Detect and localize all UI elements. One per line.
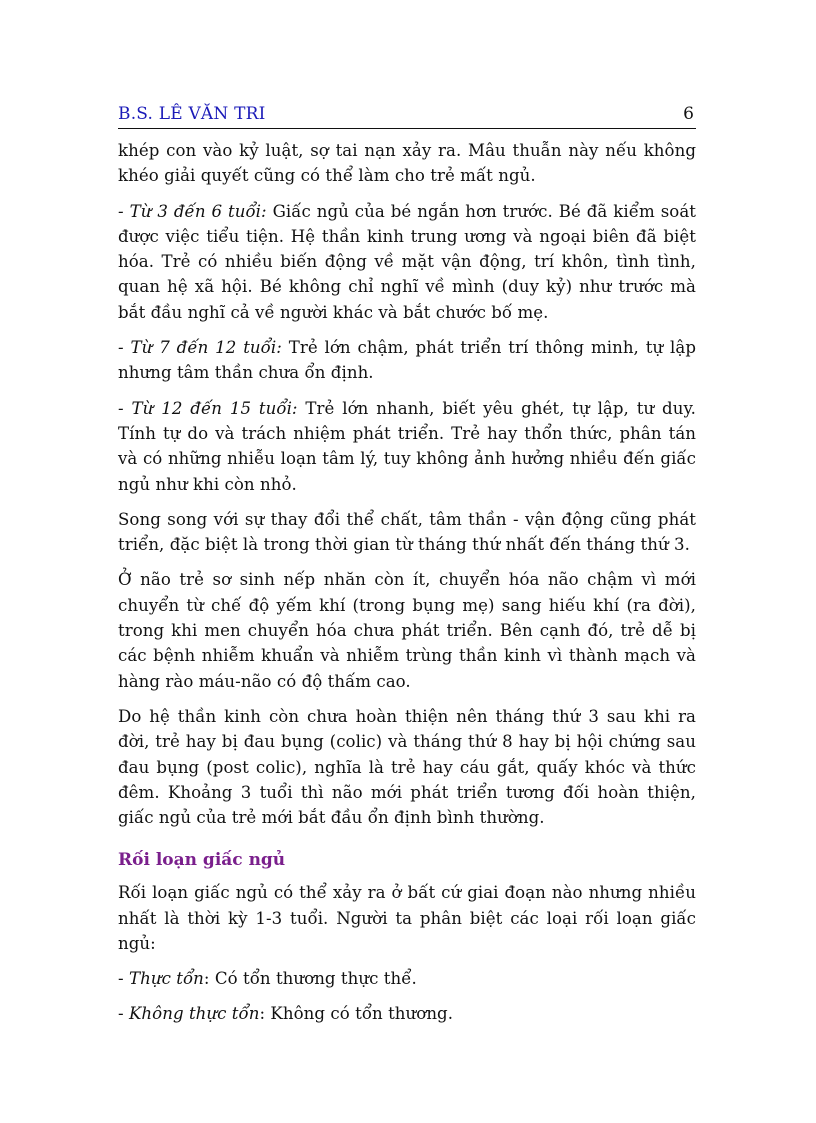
paragraph-continuation — [118, 138, 696, 189]
term-organic: Thực tổn — [128, 969, 204, 989]
page-number: 6 — [683, 104, 694, 124]
page-header — [118, 102, 696, 129]
paragraph-text: Rối loạn giấc ngủ có thể xảy ra ở bất cứ giai đoạn nào nhưng nhiều nhất là thời kỳ 1-3 tuổi. Người ta phân biệt các loại rối loạn giấc ngủ: — [118, 883, 696, 954]
paragraph-text: Song song với sự thay đổi thể chất, tâm thần - vận động cũng phát triển, đặc biệt là trong thời gian từ tháng thứ nhất đến tháng thứ 3. — [118, 509, 696, 555]
term-definition: : Không có tổn thương. — [259, 1003, 454, 1023]
paragraph-text: Giấc ngủ của bé ngắn hơn trước. Bé đã kiểm soát được việc tiểu tiện. Hệ thần kinh trung ương và ngoại biên đã biệt hóa. Trẻ có nhiều biến động về mặt vận động, trí khôn, tình tình, quan hệ xã hội. Bé không chỉ nghĩ về mình (duy kỷ) như trước mà bắt đầu nghĩ cả về người khác và bắt chước bố mẹ. — [118, 201, 696, 322]
paragraph-text: Do hệ thần kinh còn chưa hoàn thiện nên tháng thứ 3 sau khi ra đời, trẻ hay bị đau bụng (colic) và tháng thứ 8 hay bị hội chứng sau đau bụng (post colic), nghĩa là trẻ hay cáu gắt, quấy khóc và thức đêm. Khoảng 3 tuổi thì não mới phát triển tương đối hoàn thiện, giấc ngủ của trẻ mới bắt đầu ổn định bình thường. — [118, 706, 696, 828]
paragraph-age-3-6 — [118, 199, 696, 325]
list-dash: - — [118, 969, 129, 989]
paragraph-newborn-brain — [118, 567, 696, 693]
list-item-non-organic — [118, 1001, 696, 1026]
paragraph-text: Trẻ lớn nhanh, biết yêu ghét, tự lập, tư duy. Tính tự do và trách nhiệm phát triển. Trẻ hay thổn thức, phân tán và có những nhiễu loạn tâm lý, tuy không ảnh hưởng nhiều đến giấc ngủ như khi còn nhỏ. — [118, 398, 696, 494]
age-label-3-6: - Từ 3 đến 6 tuổi: — [118, 201, 267, 221]
term-non-organic: Không thực tổn — [128, 1003, 260, 1023]
paragraph-text: Ở não trẻ sơ sinh nếp nhăn còn ít, chuyển hóa não chậm vì mới chuyển từ chế độ yếm khí (trong bụng mẹ) sang hiếu khí (ra đời), trong khi men chuyển hóa chưa phát triển. Bên cạnh đó, trẻ dễ bị các bệnh nhiễm khuẩn và nhiễm trùng thần kinh vì thành mạch và hàng rào máu-não có độ thấm cao. — [118, 570, 696, 691]
section-intro — [118, 880, 696, 956]
list-dash: - — [118, 1003, 129, 1023]
paragraph-text: khép con vào kỷ luật, sợ tai nạn xảy ra. Mâu thuẫn này nếu không khéo giải quyết cũng có thể làm cho trẻ mất ngủ. — [118, 141, 696, 186]
paragraph-colic — [118, 704, 696, 830]
age-label-7-12: - Từ 7 đến 12 tuổi: — [118, 338, 282, 358]
age-label-12-15: - Từ 12 đến 15 tuổi: — [118, 398, 298, 418]
paragraph-text: Trẻ lớn chậm, phát triển trí thông minh, tự lập nhưng tâm thần chưa ổn định. — [118, 338, 696, 383]
paragraph-age-7-12 — [118, 335, 696, 386]
paragraph-development — [118, 507, 696, 558]
page-body — [118, 138, 696, 1035]
section-heading: Rối loạn giấc ngủ — [118, 850, 286, 871]
paragraph-age-12-15 — [118, 396, 696, 497]
running-title: B.S. LÊ VĂN TRI — [118, 104, 266, 124]
term-definition: : Có tổn thương thực thể. — [203, 969, 417, 989]
list-item-organic — [118, 966, 696, 991]
